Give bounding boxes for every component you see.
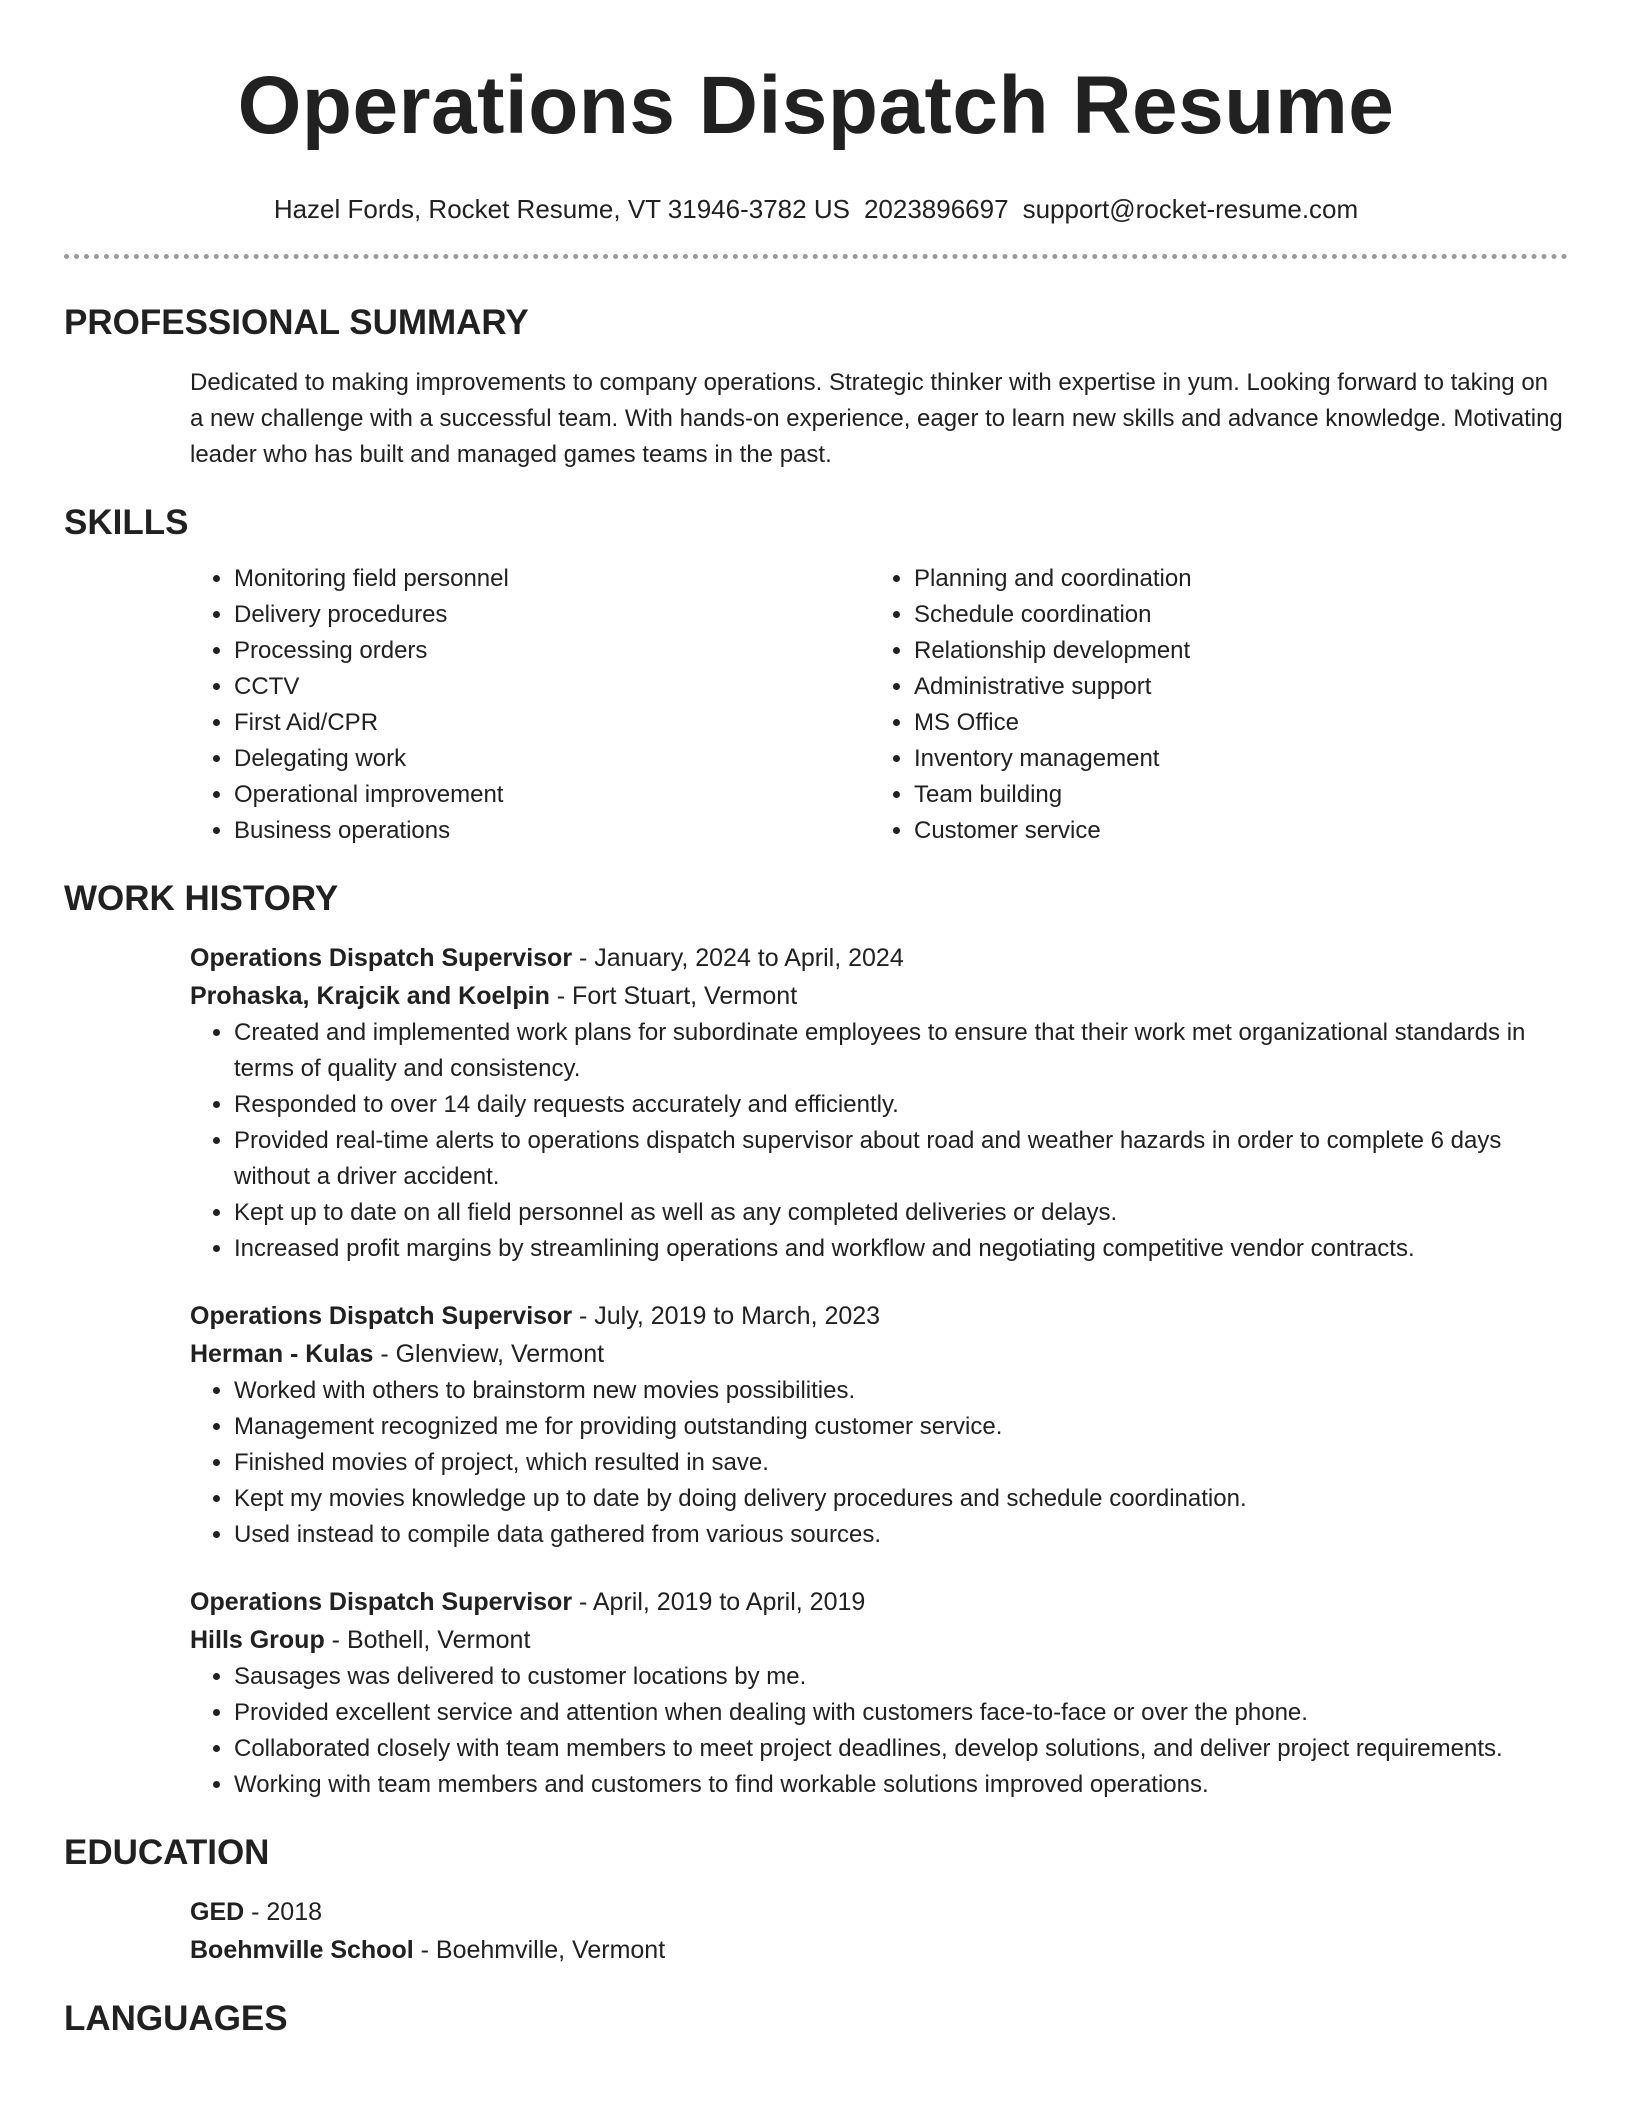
job-bullet: • Sausages was delivered to customer locations by me.: [234, 1659, 1568, 1695]
skill-item: • Operational improvement: [234, 777, 870, 813]
job-bullet: • Working with team members and customers to find workable solutions improved operations.: [234, 1767, 1568, 1803]
education-heading: EDUCATION: [64, 1833, 270, 1872]
resume-header: [0, 0, 1632, 224]
job-title-line: [190, 1583, 1568, 1621]
summary-body: [190, 365, 1568, 473]
skill-item: • Delivery procedures: [234, 597, 870, 633]
skills-heading: SKILLS: [64, 503, 189, 542]
skill-item: • Relationship development: [914, 633, 1550, 669]
job-title-line: [190, 1297, 1568, 1335]
skill-item: • Customer service: [914, 813, 1550, 849]
skill-item: • Monitoring field personnel: [234, 561, 870, 597]
job-title: Operations Dispatch Supervisor: [190, 944, 573, 972]
job-company: Herman - Kulas: [190, 1340, 374, 1368]
skills-grid: [190, 561, 1568, 849]
skill-item: • First Aid/CPR: [234, 705, 870, 741]
skill-item: • Business operations: [234, 813, 870, 849]
job-bullet: • Increased profit margins by streamlining operations and workflow and negotiating competitive vendor contracts.: [234, 1231, 1568, 1267]
languages-heading: LANGUAGES: [64, 1999, 288, 2038]
summary-section: [64, 303, 1568, 473]
education-school-line: [190, 1931, 1568, 1969]
job-bullets: [190, 1659, 1568, 1803]
job-company-line: [190, 977, 1568, 1015]
education-degree-line: [190, 1893, 1568, 1931]
education-location: - Boehmville, Vermont: [413, 1936, 666, 1964]
skill-item: • Delegating work: [234, 741, 870, 777]
job-bullet: • Provided excellent service and attention when dealing with customers face-to-face or over the phone.: [234, 1695, 1568, 1731]
job-bullets: [190, 1015, 1568, 1267]
job-company-line: [190, 1621, 1568, 1659]
job-bullet: • Worked with others to brainstorm new movies possibilities.: [234, 1373, 1568, 1409]
work-history-section: [64, 879, 1568, 1803]
job-entry: [190, 939, 1568, 1267]
job-dates: - January, 2024 to April, 2024: [572, 944, 904, 972]
job-title: Operations Dispatch Supervisor: [190, 1302, 573, 1330]
job-dates: - July, 2019 to March, 2023: [572, 1302, 881, 1330]
skill-item: • MS Office: [914, 705, 1550, 741]
skills-body: [190, 561, 1568, 849]
job-bullet: • Kept up to date on all field personnel as well as any completed deliveries or delays.: [234, 1195, 1568, 1231]
contact-email: support@rocket-resume.com: [1022, 194, 1359, 224]
work-history-heading: WORK HISTORY: [64, 879, 339, 918]
job-bullet: • Responded to over 14 daily requests accurately and efficiently.: [234, 1087, 1568, 1123]
skill-item: • Team building: [914, 777, 1550, 813]
header-divider: [64, 254, 1568, 259]
contact-address: Hazel Fords, Rocket Resume, VT 31946-3782 US: [273, 194, 850, 224]
skill-item: • Inventory management: [914, 741, 1550, 777]
contact-line: [0, 194, 1632, 224]
skill-item: • Schedule coordination: [914, 597, 1550, 633]
job-bullet: • Used instead to compile data gathered from various sources.: [234, 1517, 1568, 1553]
summary-text: Dedicated to making improvements to company operations. Strategic thinker with expertise in yum. Looking forward to taking on a new challenge with a successful team. With hands-on experience, eager to learn new skills and advance knowledge. Motivating leader who has built and managed games teams in the past.: [190, 369, 1563, 468]
contact-phone: 2023896697: [863, 194, 1009, 224]
work-history-body: [190, 939, 1568, 1803]
education-section: [64, 1833, 1568, 1969]
job-dates: - April, 2019 to April, 2019: [572, 1588, 866, 1616]
job-bullet: • Management recognized me for providing outstanding customer service.: [234, 1409, 1568, 1445]
job-location: - Fort Stuart, Vermont: [549, 982, 798, 1010]
job-bullet: • Created and implemented work plans for subordinate employees to ensure that their work met organizational standards in terms of quality and consistency.: [234, 1015, 1568, 1087]
skills-list-right: [870, 561, 1550, 849]
job-bullet: • Finished movies of project, which resulted in save.: [234, 1445, 1568, 1481]
job-bullet: • Kept my movies knowledge up to date by doing delivery procedures and schedule coordination.: [234, 1481, 1568, 1517]
job-company-line: [190, 1335, 1568, 1373]
job-bullets: [190, 1373, 1568, 1553]
job-bullet: • Provided real-time alerts to operations dispatch supervisor about road and weather hazards in order to complete 6 days without a driver accident.: [234, 1123, 1568, 1195]
skill-item: • Planning and coordination: [914, 561, 1550, 597]
skills-column-right: [870, 561, 1550, 849]
education-degree: GED: [190, 1898, 245, 1926]
summary-heading: PROFESSIONAL SUMMARY: [64, 303, 529, 342]
skill-item: • CCTV: [234, 669, 870, 705]
skills-list-left: [190, 561, 870, 849]
job-company: Hills Group: [190, 1626, 325, 1654]
education-body: [190, 1893, 1568, 1969]
job-title: Operations Dispatch Supervisor: [190, 1588, 573, 1616]
skills-section: [64, 503, 1568, 849]
skill-item: • Processing orders: [234, 633, 870, 669]
job-location: - Bothell, Vermont: [324, 1626, 531, 1654]
languages-section: [64, 1999, 1568, 2039]
page-title: Operations Dispatch Resume: [237, 60, 1395, 151]
job-entry: [190, 1583, 1568, 1803]
skill-item: • Administrative support: [914, 669, 1550, 705]
job-bullet: • Collaborated closely with team members to meet project deadlines, develop solutions, and deliver project requirements.: [234, 1731, 1568, 1767]
job-location: - Glenview, Vermont: [373, 1340, 605, 1368]
job-title-line: [190, 939, 1568, 977]
education-year: - 2018: [244, 1898, 323, 1926]
skills-column-left: [190, 561, 870, 849]
job-company: Prohaska, Krajcik and Koelpin: [190, 982, 550, 1010]
job-entry: [190, 1297, 1568, 1553]
education-school: Boehmville School: [190, 1936, 414, 1964]
